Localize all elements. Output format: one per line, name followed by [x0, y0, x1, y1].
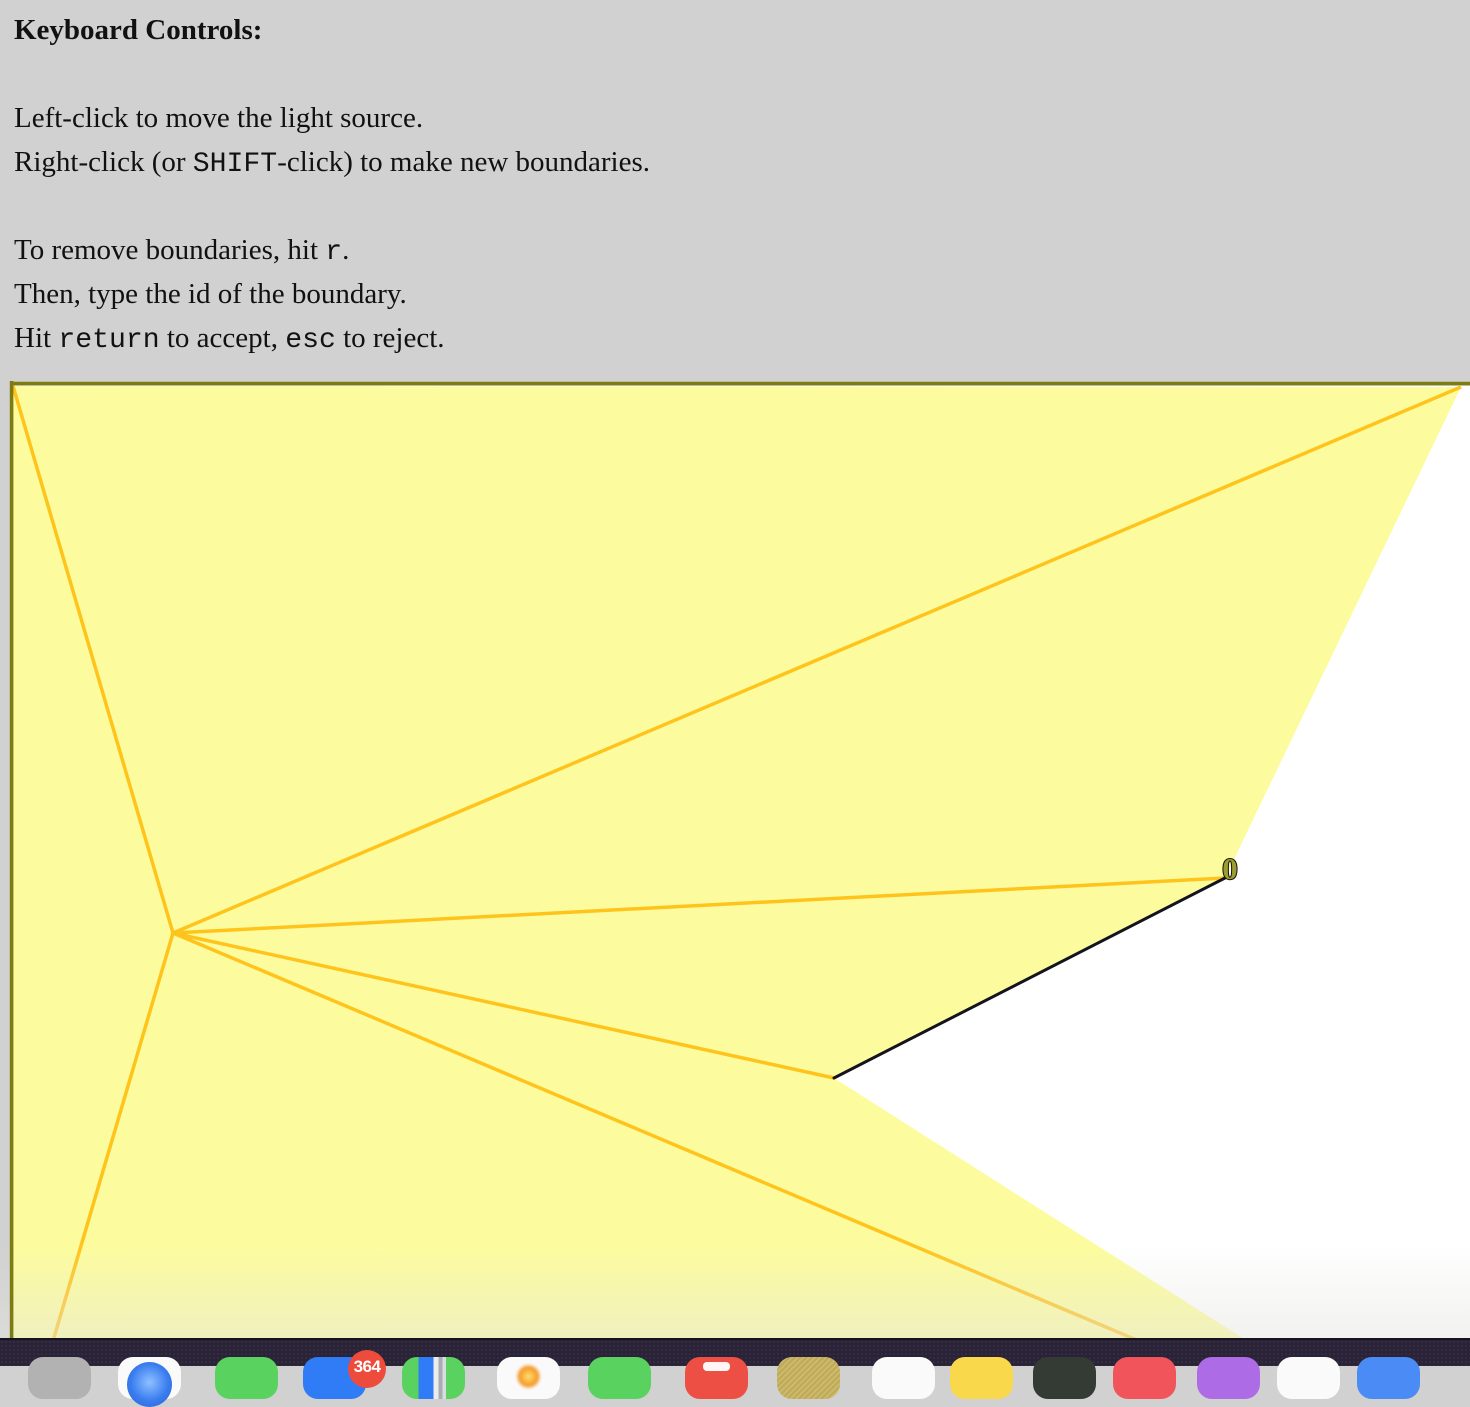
instruction-text: To remove boundaries, hit [14, 234, 326, 266]
dock-icon-reminders[interactable] [872, 1357, 935, 1399]
dock-icon-messages[interactable] [215, 1357, 278, 1399]
dock-icon-freeform[interactable] [1277, 1357, 1340, 1399]
instruction-text: to accept, [159, 322, 286, 354]
instruction-text: to reject. [335, 322, 445, 354]
dock-icon-system-settings[interactable] [28, 1357, 91, 1399]
instruction-line [14, 272, 1214, 316]
texture-icon [777, 1357, 840, 1399]
key-name: r [325, 237, 343, 268]
dock-icon-news[interactable] [950, 1357, 1013, 1399]
mail-unread-badge: 364 [348, 1350, 386, 1388]
light-source[interactable] [171, 931, 175, 935]
photos-icon [512, 1360, 545, 1393]
key-name: return [58, 325, 160, 356]
dock-icon-notes[interactable] [777, 1357, 840, 1399]
maps-icon [402, 1357, 465, 1399]
dock-icon-safari[interactable] [118, 1357, 181, 1399]
instruction-text: Left-click to move the light source. [14, 102, 424, 134]
dock-icon-calendar[interactable] [685, 1357, 748, 1399]
instructions [14, 8, 1214, 360]
bottom-fade [0, 1245, 1470, 1338]
dock [0, 1338, 1470, 1376]
dock-icon-app-store[interactable] [1357, 1357, 1420, 1399]
instruction-text: . [342, 234, 350, 266]
dock-icon-music[interactable] [1113, 1357, 1176, 1399]
instruction-line [14, 140, 1214, 184]
instruction-line [14, 228, 1214, 272]
dock-icon-facetime[interactable] [588, 1357, 651, 1399]
instruction-text: Keyboard Controls: [14, 14, 263, 46]
instruction-line [14, 184, 1214, 228]
instruction-text: Then, type the id of the boundary. [14, 278, 407, 310]
instruction-line [14, 96, 1214, 140]
boundary-id-label: 0 [1222, 851, 1238, 886]
instruction-line [14, 316, 1214, 360]
instruction-text: Hit [14, 322, 59, 354]
key-name: esc [285, 325, 336, 356]
instruction-line [14, 52, 1214, 96]
dock-icon-developer-dark[interactable] [1033, 1357, 1096, 1399]
instruction-line [14, 8, 1214, 52]
instruction-text: Right-click (or [14, 146, 193, 178]
caltext-icon [703, 1362, 730, 1371]
key-name: SHIFT [192, 149, 278, 180]
instruction-text: -click) to make new boundaries. [277, 146, 651, 178]
dock-icon-mail[interactable] [303, 1357, 381, 1399]
dock-icon-podcasts[interactable] [1197, 1357, 1260, 1399]
dock-icon-maps[interactable] [402, 1357, 465, 1399]
dock-icon-photos[interactable] [497, 1357, 560, 1399]
globe-icon [127, 1362, 172, 1407]
